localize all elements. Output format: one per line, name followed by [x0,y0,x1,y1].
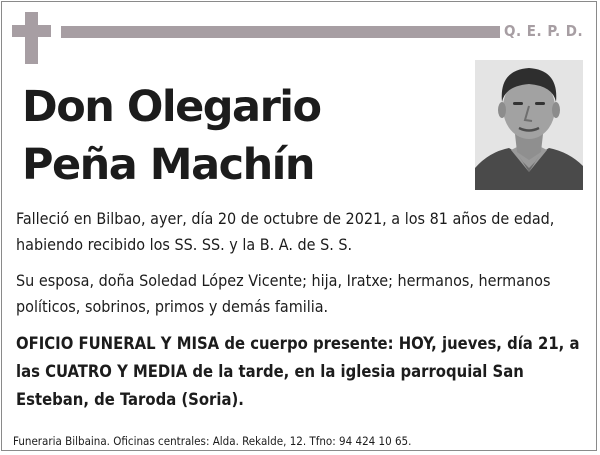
cross-icon-vertical [25,12,38,64]
portrait-photo [475,60,583,190]
header-bar [61,26,500,38]
deceased-name-line2: Peña Machín [22,140,315,190]
obituary-body [16,206,590,424]
funeral-home-footer: Funeraria Bilbaina. Oficinas centrales: Alda. Rekalde, 12. Tfno: 94 424 10 65. [13,434,412,448]
qepd-label: Q. E. P. D. [504,22,584,40]
deceased-name-line1: Don Olegario [22,82,321,132]
obituary-card [1,1,597,451]
portrait-photo-image [475,60,583,190]
cross-icon-horizontal [12,25,51,37]
funeral-details-paragraph: OFICIO FUNERAL Y MISA de cuerpo presente: HOY, jueves, día 21, a las CUATRO Y MEDIA de la tarde, en la iglesia parroquial San Esteban, de Taroda (Soria). [16,334,580,409]
death-notice-paragraph: Falleció en Bilbao, ayer, día 20 de octubre de 2021, a los 81 años de edad, habiendo recibido los SS. SS. y la B. A. de S. S. [16,209,555,254]
deceased-name [22,78,321,194]
family-paragraph: Su esposa, doña Soledad López Vicente; hija, Iratxe; hermanos, hermanos políticos, sobrinos, primos y demás familia. [16,271,551,316]
